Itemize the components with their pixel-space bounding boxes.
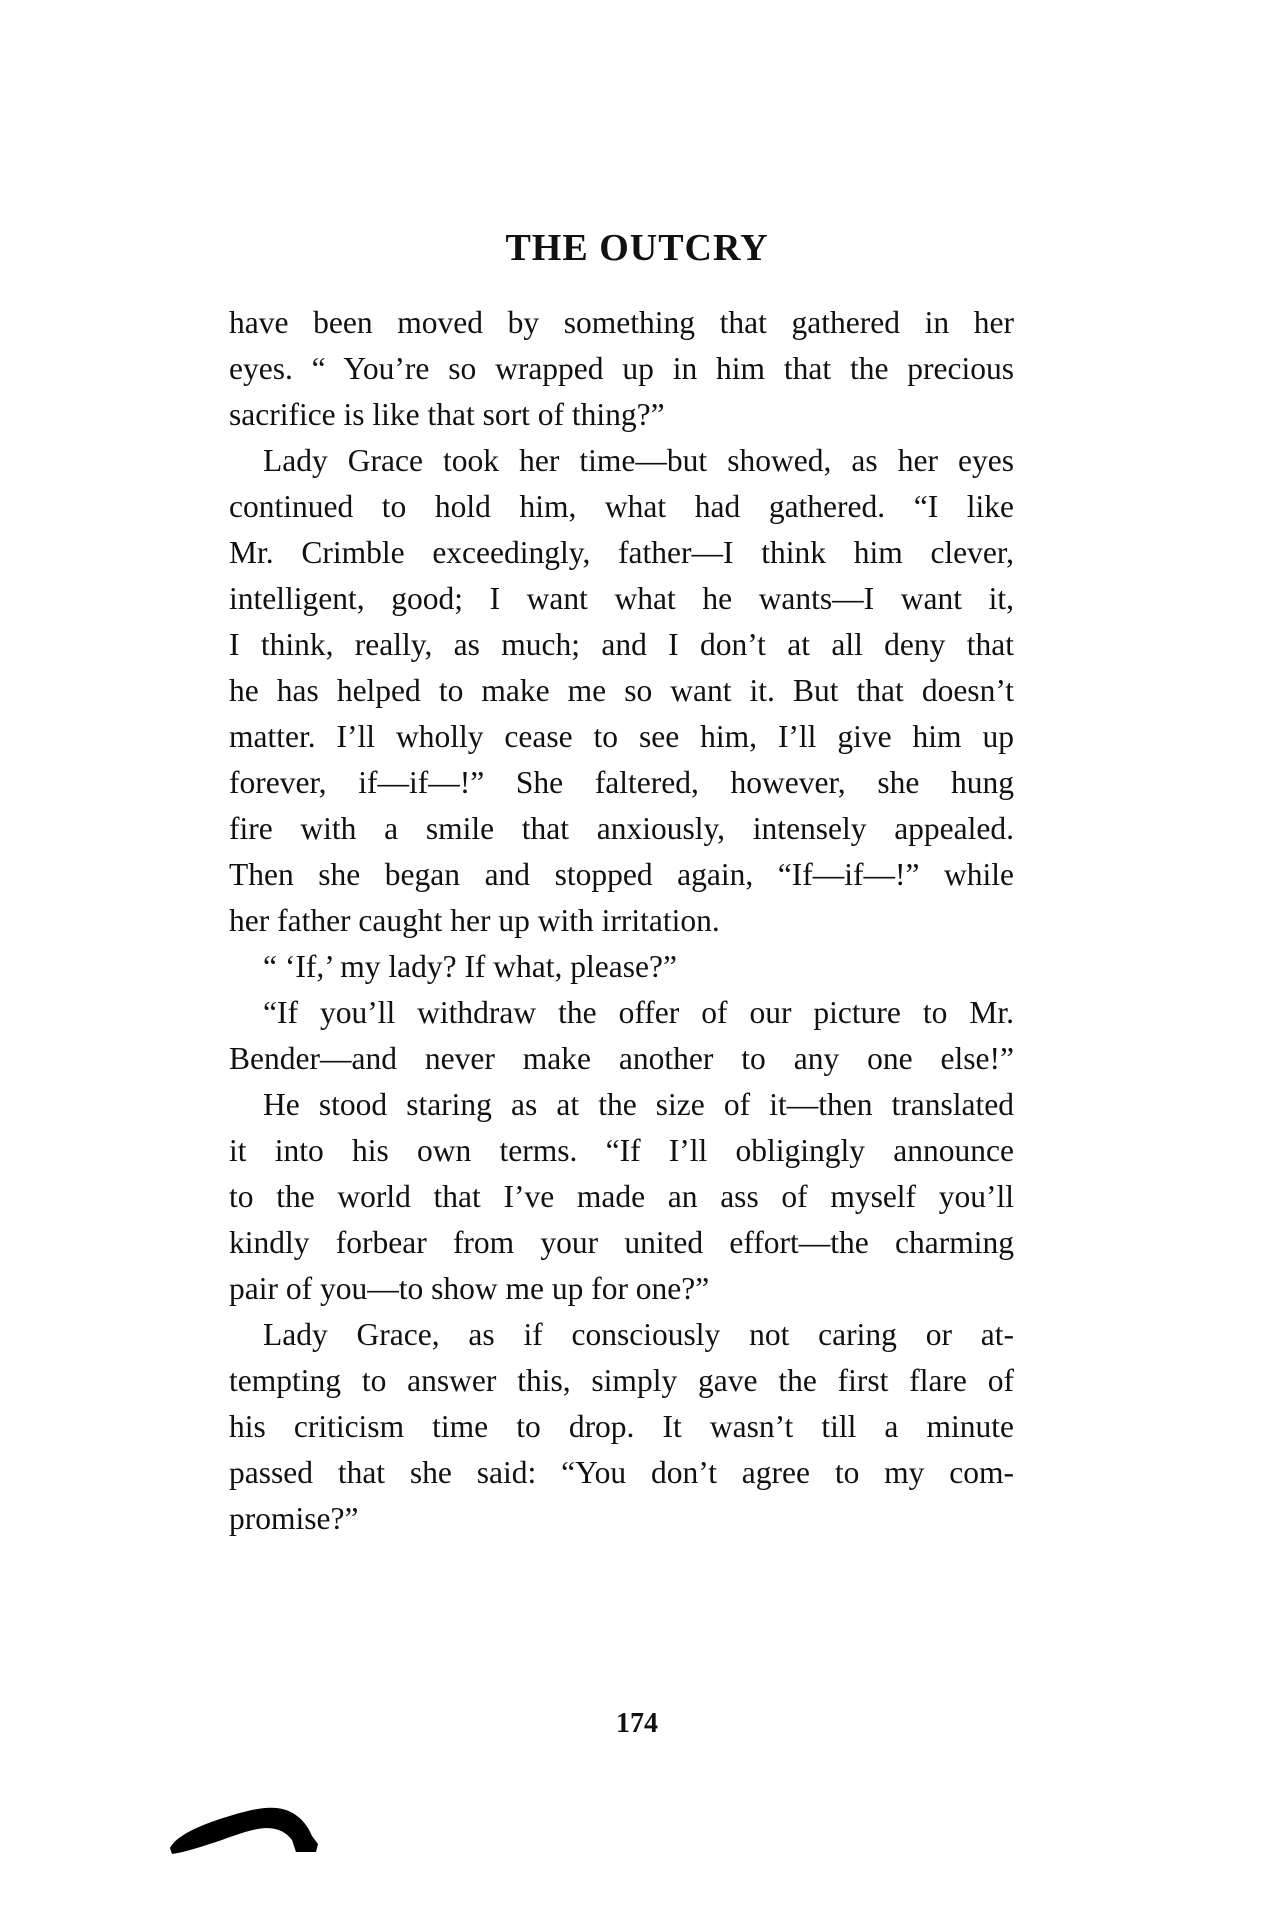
text-line: “If you’ll withdraw the offer of our picture to Mr.	[263, 995, 1014, 1030]
text-line: passed that she said: “You don’t agree to my com-	[229, 1455, 1014, 1490]
text-line: eyes. “ You’re so wrapped up in him that the precious	[229, 351, 1014, 386]
text-line: He stood staring as at the size of it—then translated	[263, 1087, 1014, 1122]
text-line: Lady Grace, as if consciously not caring or at-	[263, 1317, 1014, 1352]
text-line: it into his own terms. “If I’ll obligingly announce	[229, 1133, 1014, 1168]
text-line: forever, if—if—!” She faltered, however, she hung	[229, 765, 1014, 800]
text-line: fire with a smile that anxiously, intensely appealed.	[229, 811, 1014, 846]
text-line: matter. I’ll wholly cease to see him, I’ll give him up	[229, 719, 1014, 754]
text-line: her father caught her up with irritation.	[229, 903, 720, 938]
ink-blot	[168, 1796, 320, 1856]
page-number: 174	[616, 1708, 658, 1739]
text-line: he has helped to make me so want it. But that doesn’t	[229, 673, 1014, 708]
text-line: Then she began and stopped again, “If—if—!” while	[229, 857, 1014, 892]
text-line: sacrifice is like that sort of thing?”	[229, 397, 665, 432]
text-line: continued to hold him, what had gathered. “I like	[229, 489, 1014, 524]
running-head: THE OUTCRY	[505, 227, 769, 269]
text-line: to the world that I’ve made an ass of myself you’ll	[229, 1179, 1014, 1214]
text-line: tempting to answer this, simply gave the first flare of	[229, 1363, 1014, 1398]
text-line: have been moved by something that gathered in her	[229, 305, 1014, 340]
body-text	[229, 300, 1014, 1542]
text-line: promise?”	[229, 1501, 359, 1536]
text-line: pair of you—to show me up for one?”	[229, 1271, 710, 1306]
text-line: I think, really, as much; and I don’t at all deny that	[229, 627, 1014, 662]
text-line: “ ‘If,’ my lady? If what, please?”	[263, 949, 677, 984]
text-line: kindly forbear from your united effort—the charming	[229, 1225, 1014, 1260]
text-line: his criticism time to drop. It wasn’t till a minute	[229, 1409, 1014, 1444]
text-line: intelligent, good; I want what he wants—I want it,	[229, 581, 1014, 616]
text-line: Lady Grace took her time—but showed, as her eyes	[263, 443, 1014, 478]
text-line: Mr. Crimble exceedingly, father—I think him clever,	[229, 535, 1014, 570]
text-line: Bender—and never make another to any one else!”	[229, 1041, 1014, 1076]
